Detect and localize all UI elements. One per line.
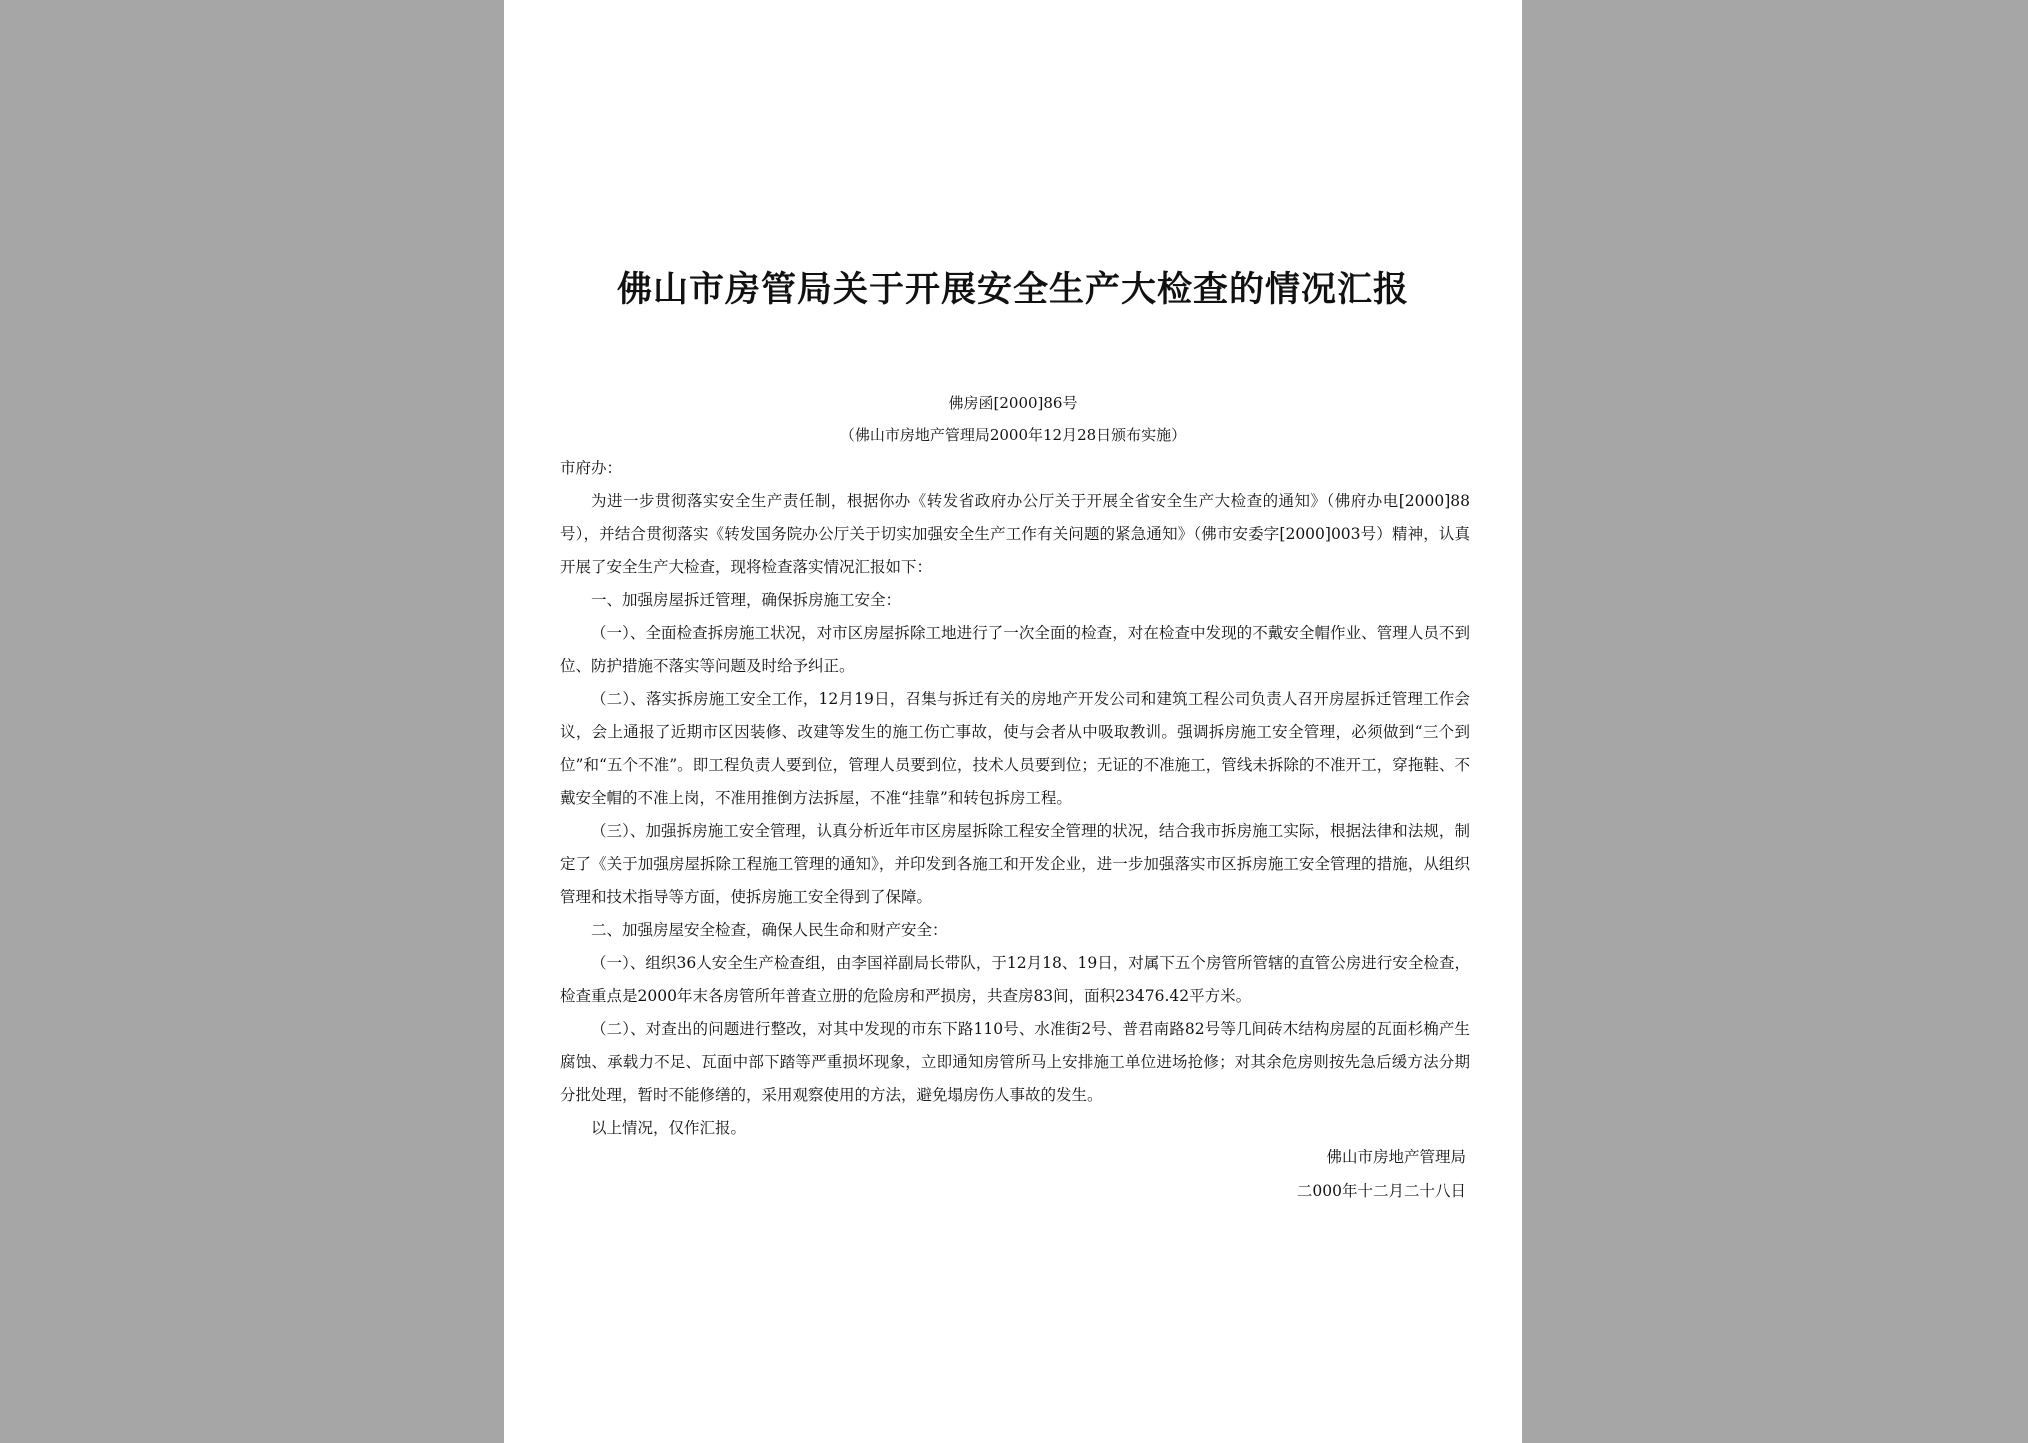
paragraph-2-1: （一）、组织36人安全生产检查组，由李国祥副局长带队，于12月18、19日，对属下五个房管所管辖的直管公房进行安全检查，检查重点是2000年末各房管所年普查立册的危险房和严损房，共查房83间，面积23476.42平方米。 (560, 954, 1470, 1005)
paragraph-intro: 为进一步贯彻落实安全生产责任制，根据你办《转发省政府办公厅关于开展全省安全生产大检查的通知》（佛府办电[2000]88号），并结合贯彻落实《转发国务院办公厅关于切实加强安全生产工作有关问题的紧急通知》（佛市安委字[2000]003号）精神，认真开展了安全生产大检查，现将检查落实情况汇报如下： (560, 492, 1470, 576)
section-heading-1: 一、加强房屋拆迁管理，确保拆房施工安全： (591, 591, 902, 609)
signature-date: 二000年十二月二十八日 (1296, 1182, 1466, 1200)
document-body (560, 452, 1470, 1145)
document-number: 佛房函[2000]86号 (948, 394, 1078, 412)
salutation: 市府办： (560, 459, 623, 477)
document-title: 佛山市房管局关于开展安全生产大检查的情况汇报 (616, 270, 1409, 310)
paragraph-1-1: （一）、全面检查拆房施工状况，对市区房屋拆除工地进行了一次全面的检查，对在检查中发现的不戴安全帽作业、管理人员不到位、防护措施不落实等问题及时给予纠正。 (560, 624, 1470, 675)
section-heading-2: 二、加强房屋安全检查，确保人民生命和财产安全： (591, 921, 948, 939)
issue-note: （佛山市房地产管理局2000年12月28日颁布实施） (839, 426, 1187, 444)
paragraph-2-2: （二）、对查出的问题进行整改，对其中发现的市东下路110号、水准街2号、普君南路82号等几间砖木结构房屋的瓦面杉桷产生腐蚀、承载力不足、瓦面中部下踏等严重损坏现象，立即通知房管所马上安排施工单位进场抢修；对其余危房则按先急后缓方法分期分批处理，暂时不能修缮的，采用观察使用的方法，避免塌房伤人事故的发生。 (560, 1020, 1470, 1104)
signature-organization: 佛山市房地产管理局 (1326, 1148, 1466, 1166)
document-page (504, 0, 1522, 1443)
paragraph-1-2: （二）、落实拆房施工安全工作，12月19日，召集与拆迁有关的房地产开发公司和建筑工程公司负责人召开房屋拆迁管理工作会议，会上通报了近期市区因装修、改建等发生的施工伤亡事故，使与会者从中吸取教训。强调拆房施工安全管理，必须做到“三个到位”和“五个不准”。即工程负责人要到位，管理人员要到位，技术人员要到位；无证的不准施工，管线未拆除的不准开工，穿拖鞋、不戴安全帽的不准上岗，不准用推倒方法拆屋，不准“挂靠”和转包拆房工程。 (560, 690, 1470, 807)
paragraph-closing: 以上情况，仅作汇报。 (591, 1119, 747, 1137)
paragraph-1-3: （三）、加强拆房施工安全管理，认真分析近年市区房屋拆除工程安全管理的状况，结合我市拆房施工实际，根据法律和法规，制定了《关于加强房屋拆除工程施工管理的通知》，并印发到各施工和开发企业，进一步加强落实市区拆房施工安全管理的措施，从组织管理和技术指导等方面，使拆房施工安全得到了保障。 (560, 822, 1470, 906)
